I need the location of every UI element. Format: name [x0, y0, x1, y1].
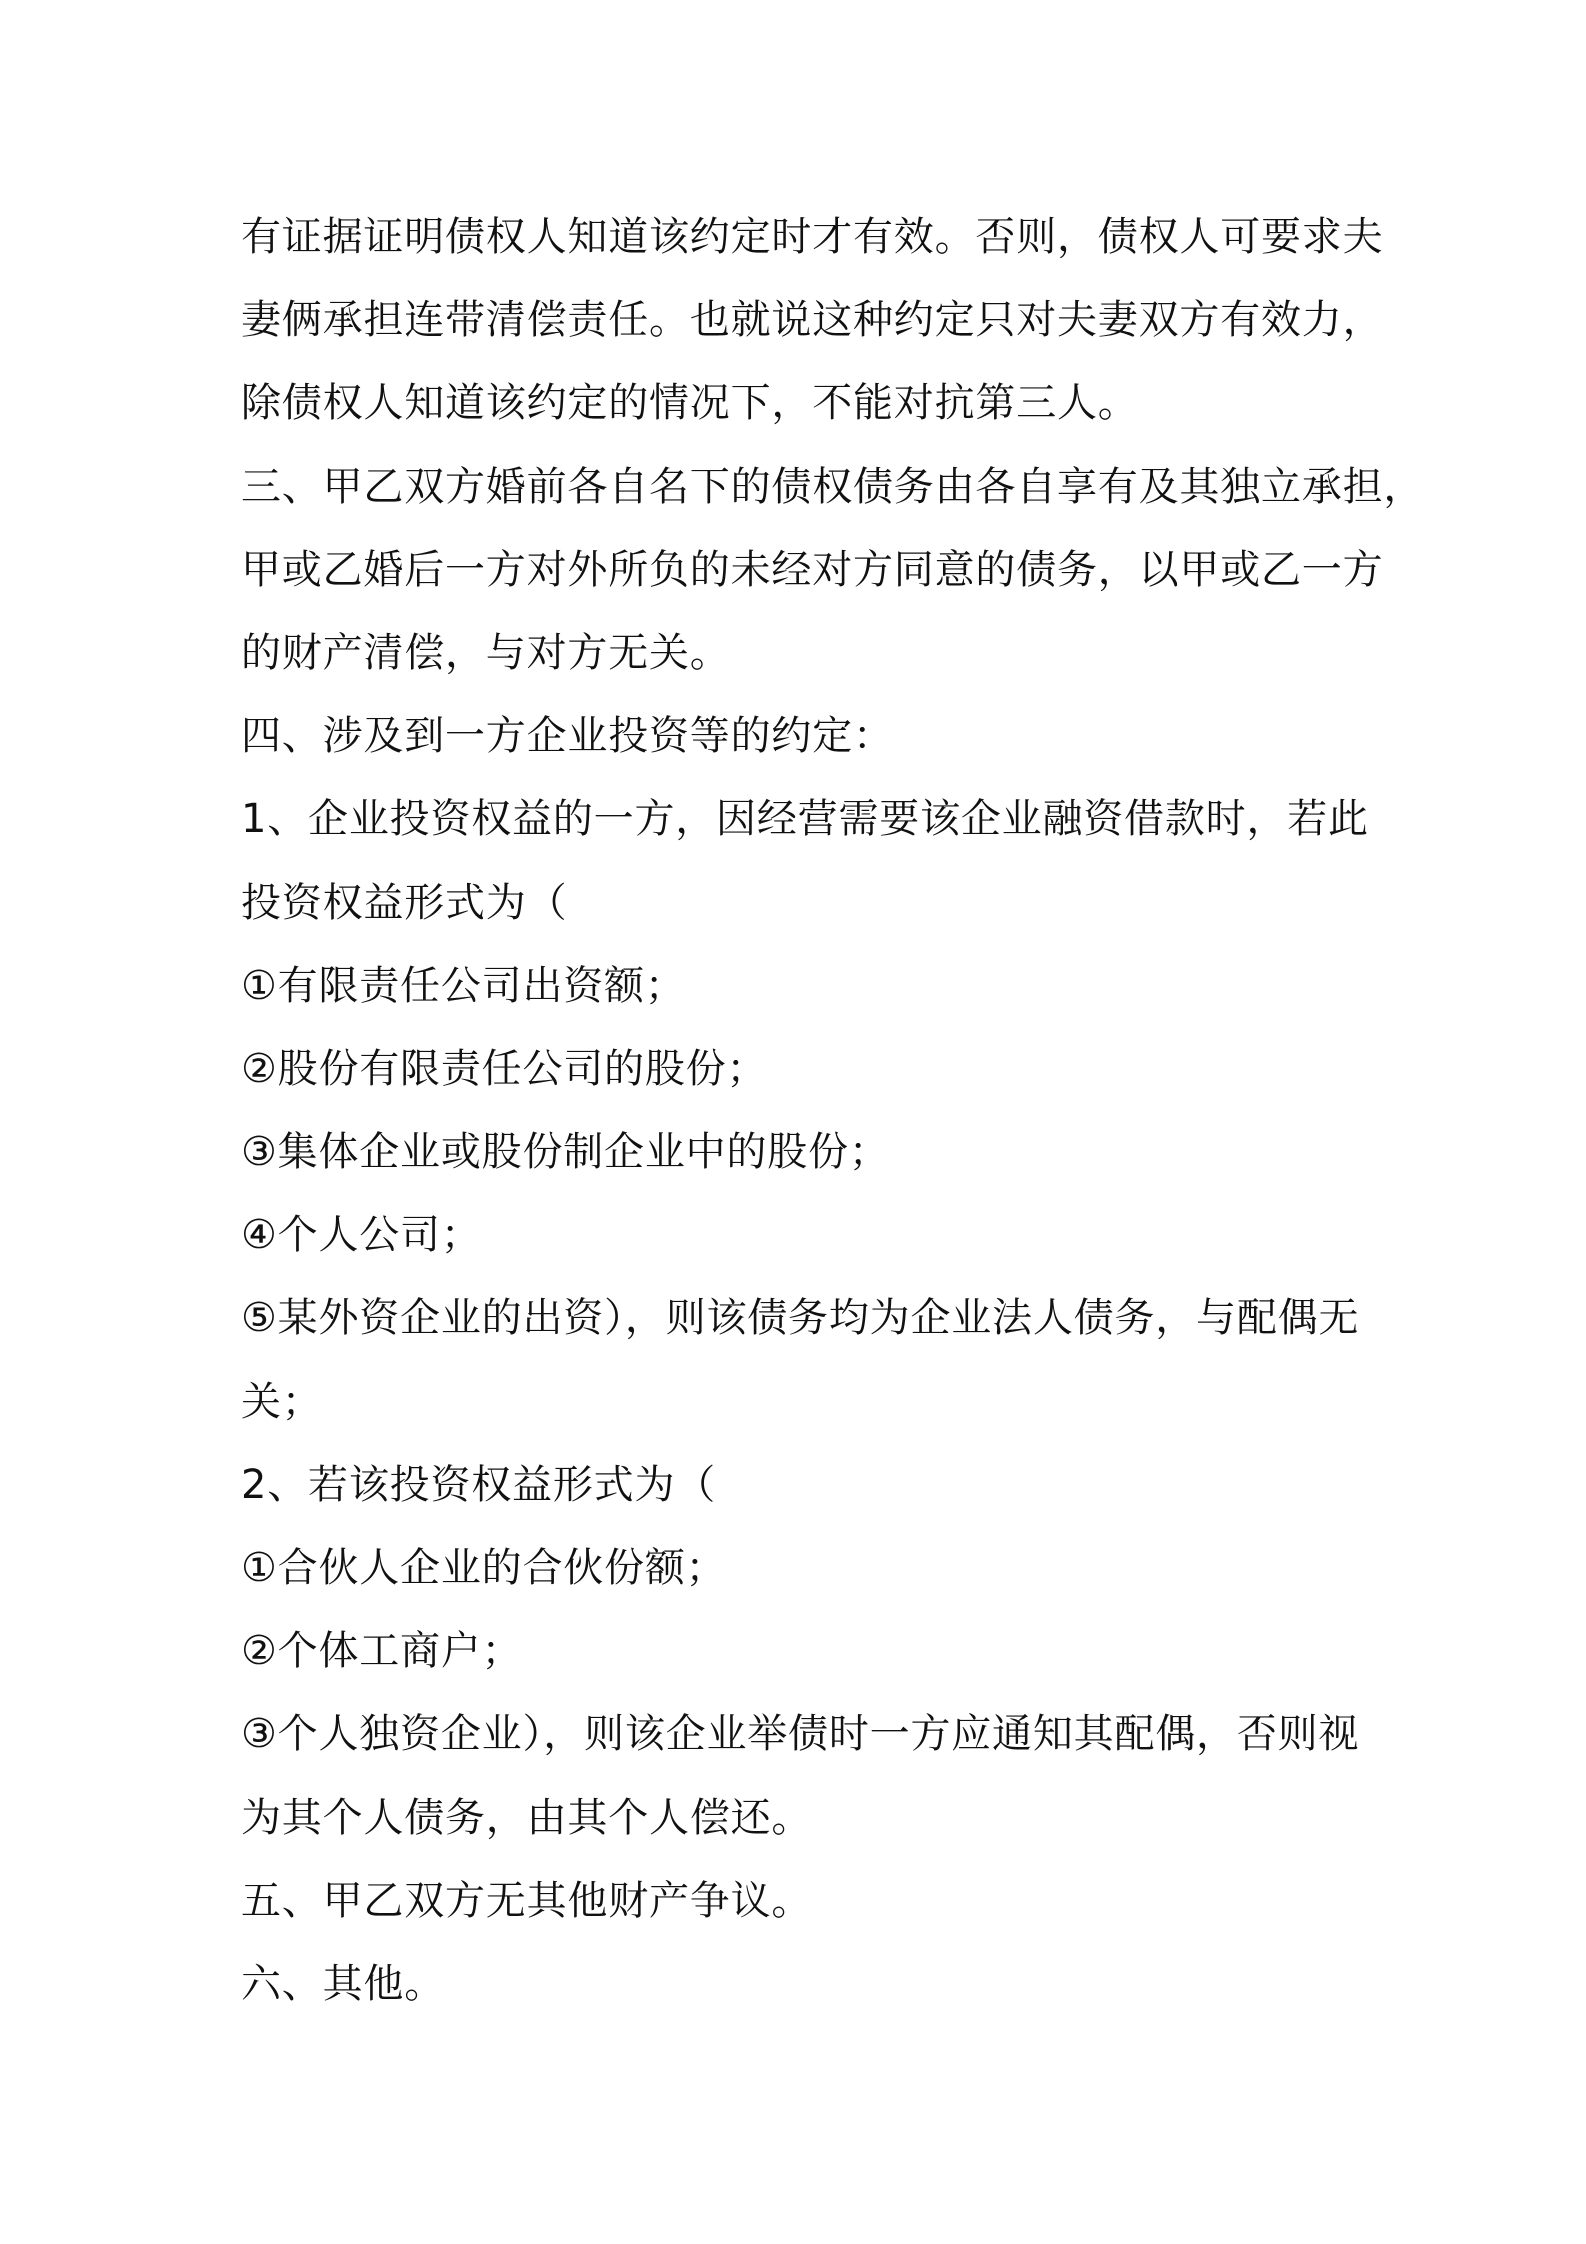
clause-three-line: 的财产清偿，与对方无关。 — [241, 629, 731, 676]
item-one-line: 投资权益形式为（ — [241, 879, 568, 926]
clause-three-line: 甲或乙婚后一方对外所负的未经对方同意的债务，以甲或乙一方 — [241, 546, 1384, 593]
paragraph-line: 妻俩承担连带清偿责任。也就说这种约定只对夫妻双方有效力， — [241, 297, 1384, 344]
clause-six-line: 六、其他。 — [241, 1960, 445, 2007]
list-item: ③集体企业或股份制企业中的股份； — [241, 1129, 890, 1176]
list-item: 为其个人债务，由其个人偿还。 — [241, 1794, 813, 1841]
clause-three-line: 三、甲乙双方婚前各自名下的债权债务由各自享有及其独立承担， — [241, 463, 1425, 510]
item-one-line: 1、企业投资权益的一方，因经营需要该企业融资借款时，若此 — [241, 796, 1369, 843]
list-item: ③个人独资企业），则该企业举债时一方应通知其配偶，否则视 — [241, 1711, 1360, 1758]
list-item: ⑤某外资企业的出资），则该债务均为企业法人债务，与配偶无 — [241, 1295, 1360, 1342]
clause-four-heading: 四、涉及到一方企业投资等的约定： — [241, 713, 894, 760]
list-item: ①合伙人企业的合伙份额； — [241, 1545, 727, 1591]
item-two-line: 2、若该投资权益形式为（ — [241, 1461, 717, 1508]
document-body — [241, 196, 1425, 2026]
list-item: ④个人公司； — [241, 1212, 482, 1259]
list-item: ②个体工商户； — [241, 1628, 523, 1675]
paragraph-line: 除债权人知道该约定的情况下，不能对抗第三人。 — [241, 380, 1139, 427]
list-item: ①有限责任公司出资额； — [241, 962, 686, 1009]
clause-five-line: 五、甲乙双方无其他财产争议。 — [241, 1877, 813, 1924]
list-item: 关； — [241, 1378, 323, 1425]
list-item: ②股份有限责任公司的股份； — [241, 1045, 768, 1092]
paragraph-line: 有证据证明债权人知道该约定时才有效。否则，债权人可要求夫 — [241, 214, 1384, 260]
